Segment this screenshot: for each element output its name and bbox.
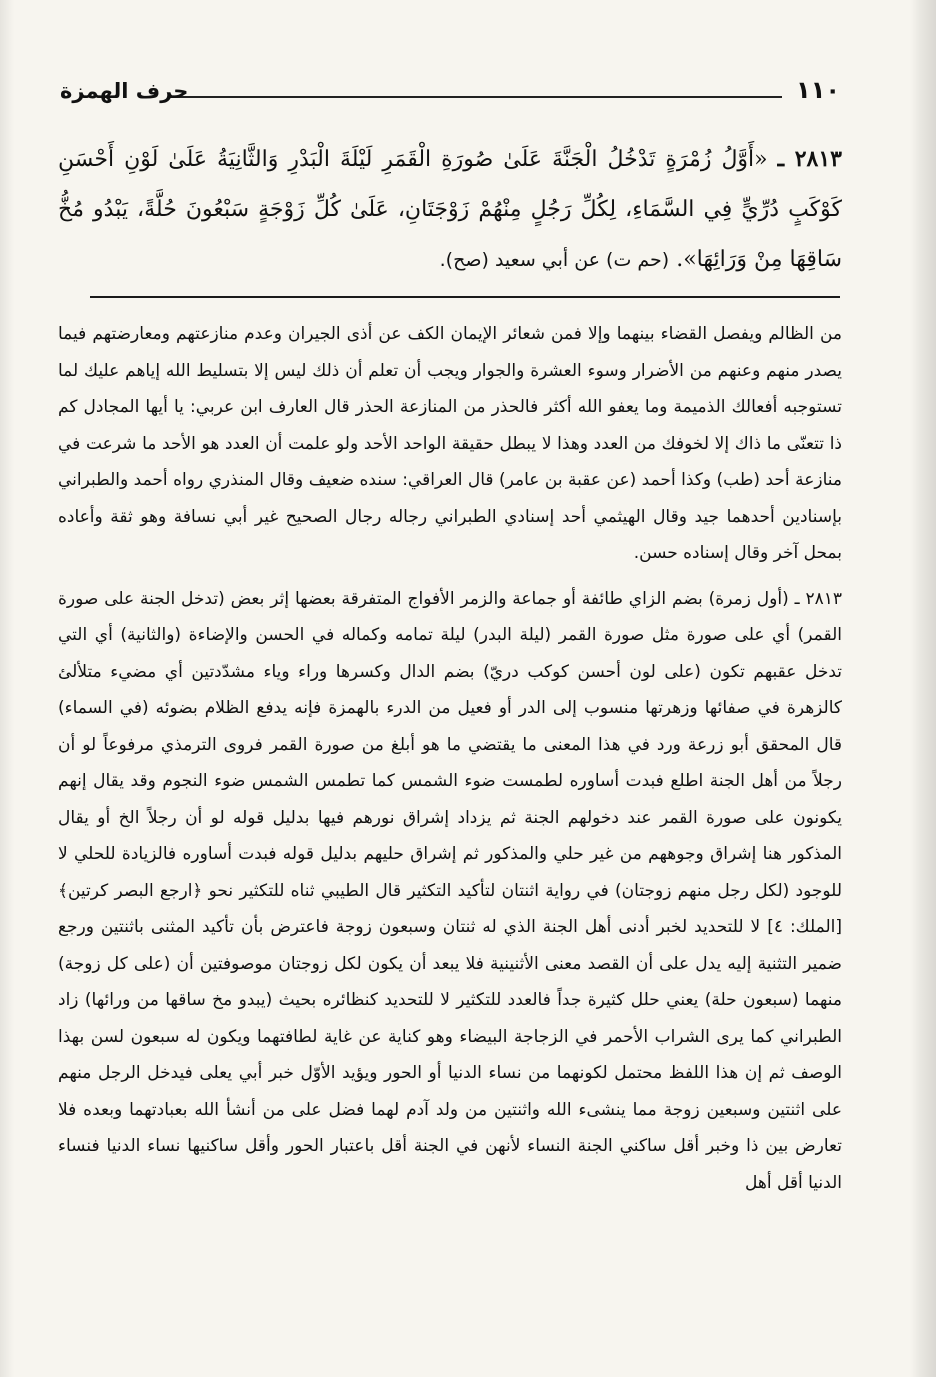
hadith-number: ٢٨١٣ ـ [777,146,842,172]
page-header [60,74,840,112]
commentary-paragraph-2: ٢٨١٣ ـ (أول زمرة) بضم الزاي طائفة أو جماعة والزمر الأفواج المتفرقة بعضها إثر بعض (تدخل الجنة على صورة القمر) أي على صورة مثل صورة القمر (ليلة البدر) ليلة تمامه وكماله في الحسن والإضاءة (والثانية) أي التي تدخل عقبهم تكون (على لون أحسن كوكب دريّ) بضم الدال وكسرها وراء وياء مشدّدتين أي مضيء متلألئ كالزهرة في صفائها وزهرتها منسوب إلى الدر أو فعيل من الدرء بالهمزة فإنه يدفع الظلام بضوئه (في السماء) قال المحقق أبو زرعة ورد في هذا المعنى ما يقتضي ما هو أبلغ من صورة القمر فروى الترمذي مرفوعاً لو أن رجلاً من أهل الجنة اطلع فبدت أساوره لطمست ضوء الشمس كما تطمس الشمس ضوء النجوم وقد يقال إنهم يكونون على صورة القمر عند دخولهم الجنة ثم يزداد إشراق نورهم فيها بدليل قوله لو أن رجلاً الخ أو يقال المذكور هنا إشراق وجوههم من غير حلي والمذكور ثم إشراق حليهم بدليل قوله فبدت أساوره فالزيادة للحلي لا للوجود (لكل رجل منهم زوجتان) في رواية اثنتان لتأكيد التكثير قال الطيبي ثناه للتكثير نحو ﴿ارجع البصر كرتين﴾ [الملك: ٤] لا للتحديد لخبر أدنى أهل الجنة الذي له ثنتان وسبعون زوجة فاعترض بأن تأكيد المثنى باثنتين ورجع ضمير التثنية إليه يدل على أن القصد معنى الأثنينية فلا يبعد أن يكون لكل زوجتان موصوفتين أن (على كل زوجة) منهما (سبعون حلة) يعني حلل كثيرة جداً فالعدد للتكثير لا للتحديد كنظائره بحيث (يبدو مخ ساقها من ورائها) زاد الطبراني كما يرى الشراب الأحمر في الزجاجة البيضاء وهو كناية عن غاية لطافتهما ويكون له سبعون لسن بهذا الوصف ثم إن هذا اللفظ محتمل لكونهما من نساء الدنيا أو الحور ويؤيد الأوّل خبر أبي يعلى فيدخل الرجل منهم على اثنتين وسبعين زوجة مما ينشىء الله واثنتين من ولد آدم لهما فضل على من أنشأ الله بعبادتهما وبعده فلا تعارض بين ذا وخبر أقل ساكني الجنة النساء لأنهن في الجنة أقل باعتبار الحور وأقل ساكنيها نساء الدنيا فنساء الدنيا أقل أهل [58,588,842,1193]
commentary-block [58,316,842,1356]
hadith-text-block [58,134,842,284]
section-divider [90,296,840,298]
page-number: ١١٠ [796,76,840,104]
page-shadow-left [0,0,14,1377]
hadith-source: (حم ت) عن أبي سعيد (صح). [439,249,670,271]
chapter-title: حرف الهمزة [60,79,189,103]
commentary-paragraph-1: من الظالم ويفصل القضاء بينهما وإلا فمن شعائر الإيمان الكف عن أذى الجيران وعدم منازعتهم ومعارضتهم فيما يصدر منهم وعنهم من الأضرار وسوء العشرة والجوار ويجب أن تعلم أن ذلك ليس إلا بتسليط الله إياهم عليك لما تستوجبه أفعالك الذميمة وما يعفو الله أكثر فالحذر من المنازعة الحذر قال العارف ابن عربي: يا أيها المجادل كم ذا تتعنّى ما ذاك إلا لخوفك من العدد وهذا لا يبطل حقيقة الواحد الأحد ولو علمت أن العدد هو الأحد ما شرعت في منازعة أحد (طب) وكذا أحمد (عن عقبة بن عامر) قال العراقي: سنده ضعيف وقال المنذري رواه أحمد والطبراني بإسنادين أحدهما جيد وقال الهيثمي أحد إسنادي الطبراني رجاله رجال الصحيح غير أبي نسافة وهو ثقة وأعاده بمحل آخر وقال إسناده حسن. [58,324,842,563]
page-shadow-right [910,0,936,1377]
header-rule [168,96,782,98]
hadith-text: «أَوَّلُ زُمْرَةٍ تَدْخُلُ الْجَنَّةَ عَلَىٰ صُورَةِ الْقَمَرِ لَيْلَةَ الْبَدْرِ وَالثَّانِيَةُ عَلَىٰ لَوْنِ أَحْسَنِ كَوْكَبٍ دُرِّيٍّ فِي السَّمَاءِ، لِكُلِّ رَجُلٍ مِنْهُمْ زَوْجَتَانِ، عَلَىٰ كُلِّ زَوْجَةٍ سَبْعُونَ حُلَّةً، يَبْدُو مُخُّ سَاقِهَا مِنْ وَرَائِهَا». [58,147,842,272]
